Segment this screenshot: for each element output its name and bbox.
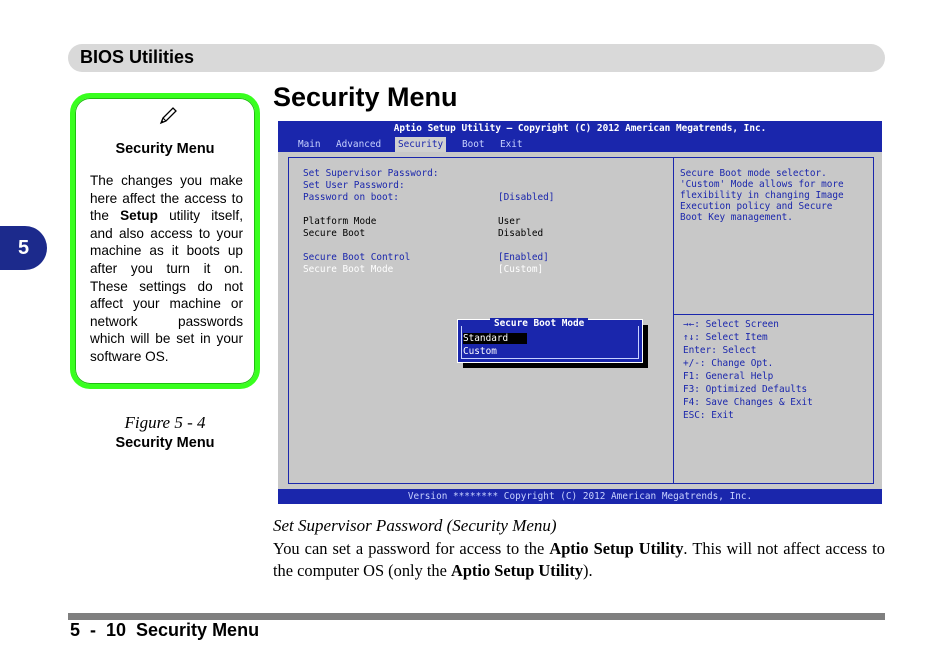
- secure-boot-mode-popup: [457, 319, 643, 363]
- bios-value-password-on-boot[interactable]: [Disabled]: [498, 192, 555, 203]
- bios-help-line: Secure Boot mode selector.: [680, 168, 827, 179]
- bios-key-save-exit: F4: Save Changes & Exit: [683, 397, 813, 408]
- bios-footer: Version ******** Copyright (C) 2012 American Megatrends, Inc.: [407, 491, 753, 502]
- bios-tab-advanced[interactable]: Advanced: [336, 139, 382, 150]
- bios-key-optimized-defaults: F3: Optimized Defaults: [683, 384, 808, 395]
- body-text-part: ).: [583, 561, 593, 580]
- bios-help-separator: [674, 314, 873, 315]
- page-title: Security Menu: [273, 82, 458, 112]
- body-text-bold: Aptio Setup Utility: [450, 561, 584, 580]
- popup-option-standard[interactable]: Standard: [463, 333, 527, 344]
- bios-item-secure-boot-mode[interactable]: Secure Boot Mode: [303, 264, 394, 275]
- figure-subcaption: Security Menu: [115, 435, 215, 451]
- figure-caption: Figure 5 - 4: [124, 413, 206, 432]
- pen-icon: [158, 106, 178, 126]
- bios-key-enter: Enter: Select: [683, 345, 757, 356]
- bios-item-secure-boot: Secure Boot: [303, 228, 366, 239]
- note-text: [90, 172, 243, 366]
- bios-tab-security[interactable]: Security: [395, 137, 446, 152]
- header-title: BIOS Utilities: [80, 47, 195, 67]
- bios-panel: [278, 152, 882, 489]
- note-text-part: utility itself, and also access to your machine as it boots up after you turn it on. These settings do not affect your machine or network passwords which will be set in your software OS.: [90, 208, 243, 364]
- note-box: [70, 93, 260, 389]
- footer-bar: [68, 613, 885, 620]
- bios-help-line: Execution policy and Secure: [680, 201, 833, 212]
- bios-value-platform-mode: User: [498, 216, 521, 227]
- chapter-tab: [0, 226, 47, 270]
- bios-tab-exit[interactable]: Exit: [500, 139, 523, 150]
- bios-help-line: flexibility in changing Image: [680, 190, 844, 201]
- bios-value-secure-boot-mode[interactable]: [Custom]: [498, 264, 544, 275]
- body-text-bold: Aptio Setup Utility: [549, 539, 684, 558]
- bios-item-password-on-boot[interactable]: Password on boot:: [303, 192, 399, 203]
- footer-text: 5 - 10 Security Menu: [70, 620, 260, 640]
- section-heading: Set Supervisor Password (Security Menu): [273, 516, 557, 535]
- bios-titlebar: Aptio Setup Utility – Copyright (C) 2012 American Megatrends, Inc.: [393, 123, 767, 134]
- bios-value-secure-boot: Disabled: [498, 228, 544, 239]
- bios-tab-main[interactable]: Main: [298, 139, 321, 150]
- note-title: Security Menu: [115, 141, 215, 157]
- bios-tab-boot[interactable]: Boot: [462, 139, 485, 150]
- bios-item-supervisor-password[interactable]: Set Supervisor Password:: [303, 168, 439, 179]
- chapter-number: 5: [17, 236, 30, 259]
- bios-item-user-password[interactable]: Set User Password:: [303, 180, 405, 191]
- bios-divider: [673, 157, 674, 484]
- popup-title: Secure Boot Mode: [490, 318, 588, 330]
- bios-key-select-item: ↑↓: Select Item: [683, 332, 768, 343]
- bios-tabs: [278, 137, 882, 152]
- bios-item-platform-mode: Platform Mode: [303, 216, 377, 227]
- body-text-part: . This will not affect access to the computer OS (only the: [273, 539, 886, 580]
- bios-key-general-help: F1: General Help: [683, 371, 774, 382]
- header-bar: [68, 44, 885, 72]
- note-text-bold: Setup: [120, 208, 158, 224]
- bios-value-secure-boot-control[interactable]: [Enabled]: [498, 252, 549, 263]
- bios-key-esc-exit: ESC: Exit: [683, 410, 734, 421]
- bios-key-select-screen: →←: Select Screen: [683, 319, 779, 330]
- bios-screenshot: [278, 121, 882, 504]
- bios-key-change-opt: +/-: Change Opt.: [683, 358, 774, 369]
- popup-option-custom[interactable]: Custom: [463, 346, 497, 357]
- body-text-part: You can set a password for access to the: [273, 539, 550, 558]
- bios-help-line: 'Custom' Mode allows for more: [680, 179, 844, 190]
- bios-item-secure-boot-control[interactable]: Secure Boot Control: [303, 252, 411, 263]
- bios-help-line: Boot Key management.: [680, 212, 793, 223]
- note-text-part: The changes you make here affect the access to the: [90, 173, 243, 224]
- body-text: [273, 538, 885, 582]
